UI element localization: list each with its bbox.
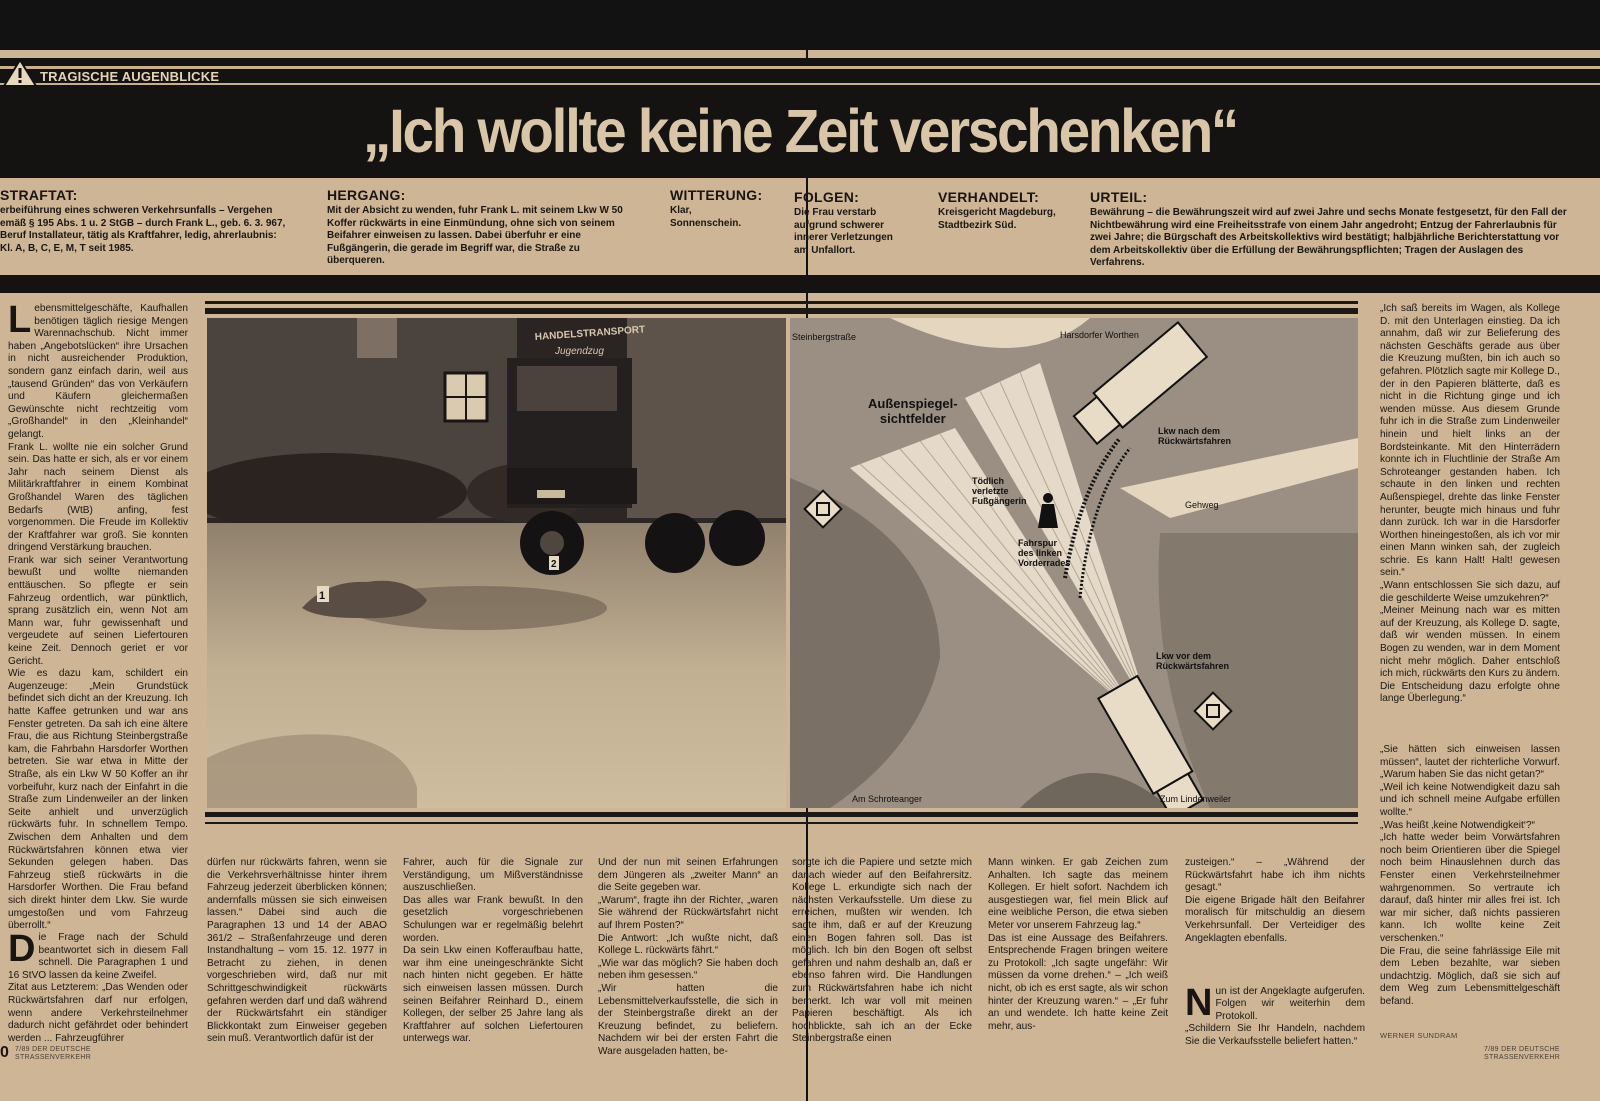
street-label-harsdorfer-worthen: Harsdorfer Worthen [1060, 330, 1139, 340]
fact-text-hergang: Mit der Absicht zu wenden, fuhr Frank L. mit seinem Lkw W 50 Koffer rückwärts in eine Einmündung, ohne sich von seinem Beifahrer einweisen zu lassen. Dabei überfuhr er eine Fußgängerin, die gerade im Begriff war, die Straße zu überqueren. [327, 205, 623, 266]
label-mirror-fields: Außenspiegel- sichtfelder [868, 396, 958, 426]
text-column-6: Mann winken. Er gab Zeichen zum Anhalten. Ich sagte das meinem Kollegen. Er hielt sofort. Nachdem ich ausgestiegen war, fiel mein Blick auf eine weibliche Person, die etwa sieben Meter vor unserem Fahrzeug lag.“ Das ist eine Aussage des Beifahrers. Entsprechende Fragen bringen weitere zu Protokoll: „Ich sagte ungefähr: Wir müssen da vorne drehen.“ – „Ich weiß nicht, ob ich es erst sagte, als wir schon hinter der Kreuzung waren.“ – „Er fuhr an und wendete. Ich hatte keine Zeit mehr, aus- [988, 857, 1168, 1032]
warning-triangle-icon [2, 58, 38, 88]
text-column-3: Fahrer, auch für die Signale zur Verständigung, um Mißverständnisse auszuschließen. Das alles war Frank bewußt. In den gesetzlich vorgeschriebenen Schulungen war er regelmäßig belehrt worden. Da sein Lkw einen Kofferaufbau hatte, war ihm eine uneingeschränkte Sicht nach hinten nicht gegeben. Er hätte sich einweisen lassen müssen. Durch seinen Beifahrer Reinhard D., einem Kollegen, der selber 25 Jahre lang als Kraftfahrer auf solchen Liefertouren unterwegs war. [403, 857, 583, 1045]
fact-label-witterung: WITTERUNG: [670, 187, 763, 203]
fact-label-hergang: HERGANG: [327, 187, 406, 203]
paragraph: ie Frage nach der Schuld beantwortet sich in diesem Fall schnell. Die Paragraphen 1 und 16 StVO lassen da keine Zweifel. [8, 932, 188, 981]
label-pedestrian: Tödlich verletzte Fußgängerin [972, 476, 1027, 506]
truck-sign-sub: Jugendzug [555, 346, 604, 357]
street-label-am-schroteanger: Am Schroteanger [852, 794, 923, 804]
truck-sign: HANDELSTRANSPORT [534, 324, 646, 343]
evidence-marker-1: 1 [319, 590, 326, 602]
picture-bottom-rule [205, 822, 1358, 824]
paragraph: Wie es dazu kam, schildert ein Augenzeuge: „Mein Grundstück befindet sich dicht an der Kreuzung. Ich hatte Kaffee getrunken und war ans Fenster getreten. Da sah ich eine ältere Frau, die aus Richtung Steinbergstraße kam, die Fahrbahn Harsdorfer Worthen betreten. Sie war etwa in Mitte der Straße, als ein Lkw W 50 Koffer an ihr vorbeifuhr, kurz nach der Einfahrt in die Straße zum Lindenweiler an der linken Seite anhielt und unverzüglich rückwärts fuhr. In schnellem Tempo. Zwischen dem Anhalten und dem Rückwärtsfahren können etwa vier Sekunden gelegen haben. Das Fahrzeug stieß rückwärts in die Harsdorfer Worthen. Die Frau befand sich direkt hinter dem Lkw. Sie wurde umgestoßen und vom Fahrzeug überrollt.“ [8, 668, 188, 932]
intersection-drawing [790, 318, 1358, 808]
fact-text-urteil: Bewährung – die Bewährungszeit wird auf zwei Jahre und sechs Monate festgesetzt, für den Fall der Nichtbewährung wird eine Freiheitsstrafe von einem Jahr angedroht; Entzug der Fahrerlaubnis für zwei Jahre; die Bürgschaft des Arbeitskollektivs wird bestätigt; halbjährliche Berichterstattung vor dem Arbeitskollektiv über die Erfüllung der Bewährungspflichten; Tragen der Auslagen des Verfahrens. [1090, 207, 1567, 268]
text-column-2: dürfen nur rückwärts fahren, wenn sie die Verkehrsverhältnisse hinter ihrem Fahrzeug jederzeit überblicken können; andernfalls müssen sie sich einweisen lassen.“ Dabei sind auch die Paragraphen 13 und 14 der ABAO 361/2 – Straßenfahrzeuge und deren Instandhaltung – vom 15. 12. 1977 in Betracht zu ziehen, in denen vorgeschrieben wird, daß nur mit Schrittgeschwindigkeit rückwärts gefahren werden darf und daß während der Rückwärtsfahrt ein ständiger Blickkontakt zum Einweiser gegeben sein muß. Verantwortlich dafür ist der [207, 857, 387, 1045]
paragraph: ebensmittelgeschäfte, Kaufhallen benötigen täglich riesige Mengen Warennachschub. Nicht immer haben „Angebotslücken“ ihre Ursachen in nicht ausreichender Produktion, sondern ganz einfach darin, weil aus „tausend Gründen“ das von Verkäufern und Käufern gleichermaßen Gewünschte nicht rechtzeitig vom „Großhandel“ in den „Kleinhandel“ gelangt. [8, 303, 188, 440]
text-column-7: zusteigen.“ – „Während der Rückwärtsfahrt habe ich ihm nichts gesagt.“ Die eigene Brigade hält den Beifahrer moralisch für mitschuldig an diesem Verkehrsunfall. Der Verteidiger des Angeklagten ebenfalls. [1185, 857, 1365, 944]
paragraph: un ist der Angeklagte aufgerufen. Folgen wir weiterhin dem Protokoll. „Schildern Sie Ihr Handeln, nachdem Sie die Verkaufsstelle beliefert hatten.“ [1185, 985, 1365, 1047]
paragraph: Frank L. wollte nie ein solcher Grund sein. Das hatte er sich, als er vor einem Jahr nach seinem Dienst als Militärkraftfahrer in einem Kombinat Großhandel Waren des täglichen Bedarfs (WtB) anfing, fest vorgenommen. Die Freude im Kollektiv der Kraftfahrer war groß. Sie konnten dringend Verstärkung brauchen. [8, 441, 188, 554]
footer-line: STRASSENVERKEHR [1484, 1054, 1561, 1061]
drop-cap-d: D [8, 928, 36, 970]
footer-line: 7/89 DER DEUTSCHE [1484, 1046, 1560, 1053]
text-column-1-lower [8, 928, 188, 1045]
paragraph: Zitat aus Letzterem: „Das Wenden oder Rückwärtsfahren darf nur erfolgen, wenn andere Verkehrsteilnehmer dadurch nicht gefährdet oder behindert werden ... Fahrzeugführer [8, 982, 188, 1044]
fact-text-witterung: Klar, Sonnenschein. [670, 205, 742, 229]
fact-label-verhandelt: VERHANDELT: [938, 189, 1040, 205]
fact-text-straftat: erbeiführung eines schweren Verkehrsunfalls – Vergehen emäß § 195 Abs. 1 u. 2 StGB – durch Frank L., geb. 6. 3. 967, Beruf Installateur, tätig als Kraftfahrer, ledig, ahrerlaubnis: Kl. A, B, C, E, M, T seit 1985. [0, 205, 286, 254]
drop-cap-l: L [8, 299, 32, 341]
footer-right [1484, 1046, 1560, 1062]
street-label-zum-lindenweiler: Zum Lindenweiler [1160, 794, 1232, 804]
stripe [0, 66, 1600, 69]
footer-left [15, 1046, 91, 1062]
footer-line: STRASSENVERKEHR [15, 1054, 92, 1061]
text-column-8: „Ich saß bereits im Wagen, als Kollege D. mit den Unterlagen einstieg. Da ich annahm, daß wir zur Belieferung des nächsten Geschäfts gerade aus über die Kreuzung mußten, bin ich auch so gefahren. Plötzlich sagte mir Kollege D., der in den Papieren blätterte, daß es nicht in die Richtung ginge und ich wenden müsse. Aus diesem Grunde fuhr ich in die Straße zum Lindenweiler hinein und hielt links an der Bordsteinkante. Mit den Hinterrädern konnte ich in Fluchtlinie der Straße Am Schroteanger gestanden haben. Ich schaute in den linken und rechten Außenspiegel, drehte das linke Fenster herunter, beugte mich hinaus und fuhr dann zurück. Ich war in die Harsdorfer Worthen hineingestoßen, als ich vor mir einen Mann winken sah, der zugleich schrie. Es kann Halt! Halt! gewesen sein.“ „Wann entschlossen Sie sich dazu, auf die geschilderte Weise umzukehren?“ „Meiner Meinung nach war es mitten auf der Kreuzung, als Kollege D. sagte, daß wir wenden müssen. In einem Bogen zu wenden, war in dem Moment nicht mehr möglich. Daher entschloß ich mich, rückwärts den Kurs zu ändern. Die Entscheidung dazu erfolgte ohne lange Überlegung.“ [1380, 303, 1560, 705]
evidence-marker-2: 2 [551, 559, 557, 570]
accident-photo [207, 318, 786, 808]
text-column-7-lower [1185, 973, 1365, 1049]
picture-bottom-rule [205, 812, 1358, 817]
fact-text-folgen: Die Frau verstarb aufgrund schwerer innerer Verletzungen am Unfallort. [794, 207, 893, 256]
picture-top-rule [205, 308, 1358, 314]
page-number: 0 [0, 1044, 9, 1061]
kicker-band [0, 58, 1600, 86]
author-signature: WERNER SUNDRAM [1380, 1031, 1458, 1040]
paragraph: Frank war sich seiner Verantwortung bewußt und wollte niemanden enttäuschen. So pflegte er sein Fahrzeug ordentlich, war pünktlich, sprang zusätzlich ein, wenn Not am Mann war, fuhr gewissenhaft und vergeudete auf seinen Liefertouren keine Zeit. Dennoch geriet er vor Gericht. [8, 554, 188, 667]
photo-drawing [207, 318, 786, 808]
footer-line: 7/89 DER DEUTSCHE [15, 1046, 91, 1053]
label-truck-after: Lkw nach dem Rückwärtsfahren [1158, 426, 1232, 446]
text-column-1 [8, 299, 188, 933]
fact-label-folgen: FOLGEN: [794, 189, 860, 205]
fact-text-verhandelt: Kreisgericht Magdeburg, Stadtbezirk Süd. [938, 207, 1056, 231]
drop-cap-n: N [1185, 981, 1213, 1024]
accident-diagram [790, 318, 1358, 808]
text-column-4: Und der nun mit seinen Erfahrungen dem Jüngeren als „zweiter Mann“ an die Seite gegeben war. „Warum“, fragte ihn der Richter, „waren Sie während der Rückwärtsfahrt nicht auf Ihrem Posten?“ Die Antwort: „Ich wußte nicht, daß Kollege L. rückwärts fährt.“ „Wie war das möglich? Sie haben doch neben ihm gesessen.“ „Wir hatten die Lebensmittelverkaufsstelle, die sich in der Steinbergstraße direkt an der Kreuzung befindet, zu beliefern. Nachdem wir bei der ersten Fahrt die Ware ausgeladen hatten, be- [598, 857, 778, 1057]
fact-label-straftat: STRAFTAT: [0, 187, 78, 203]
label-wheel-track: Fahrspur des linken Vorderrades [1018, 538, 1071, 568]
facts-band [0, 275, 1600, 293]
label-gehweg: Gehweg [1185, 500, 1219, 510]
headline: „Ich wollte keine Zeit verschenken“ [363, 97, 1237, 165]
section-kicker: TRAGISCHE AUGENBLICKE [40, 69, 220, 84]
stripe [0, 83, 1600, 85]
street-label-steinbergstrasse: Steinbergstraße [792, 332, 857, 342]
picture-top-rule [205, 301, 1358, 304]
label-truck-before: Lkw vor dem Rückwärtsfahren [1156, 651, 1230, 671]
fact-label-urteil: URTEIL: [1090, 189, 1148, 205]
text-column-5: sorgte ich die Papiere und setzte mich danach wieder auf den Beifahrersitz. Kollege L. erkundigte sich nach der nächsten Verkaufsstelle. Um diese zu erreichen, mußten wir wenden. Ich sagte ihm, daß er auf der Kreuzung einen Bogen fahren soll. Das ist möglich. Ich bin den Bogen oft selbst gefahren und nahm deshalb an, daß er ebenso fahren wird. Die Handlungen zum Rückwärtsfahren habe ich nicht bemerkt. Ich war voll mit meinen Papieren beschäftigt. Als ich hochblickte, sah ich an der Ecke Steinbergstraße einen [792, 857, 972, 1045]
text-column-8-lower: „Sie hätten sich einweisen lassen müssen“, lautet der richterliche Vorwurf. „Warum haben Sie das nicht getan?“ „Weil ich keine Notwendigkeit dazu sah und ich schnell meine Aufgabe erfüllen wollte.“ „Was heißt ‚keine Notwendigkeit‘?“ „Ich hatte weder beim Vorwärtsfahren noch beim Orientieren über die Spiegel noch beim Hinauslehnen durch das Fenster einen Verkehrsteilnehmer wahrgenommen. So vertraute ich darauf, daß hinter mir alles frei ist. Ich war mir sicher, daß nichts passieren kann. Ich wollte keine Zeit verschenken.“ Die Frau, die seine fahrlässige Eile mit dem Leben bezahlte, war sieben undachtzig. Möglich, daß sie sich auf dem Weg zum Lebensmittelgeschäft befand. [1380, 744, 1560, 1007]
